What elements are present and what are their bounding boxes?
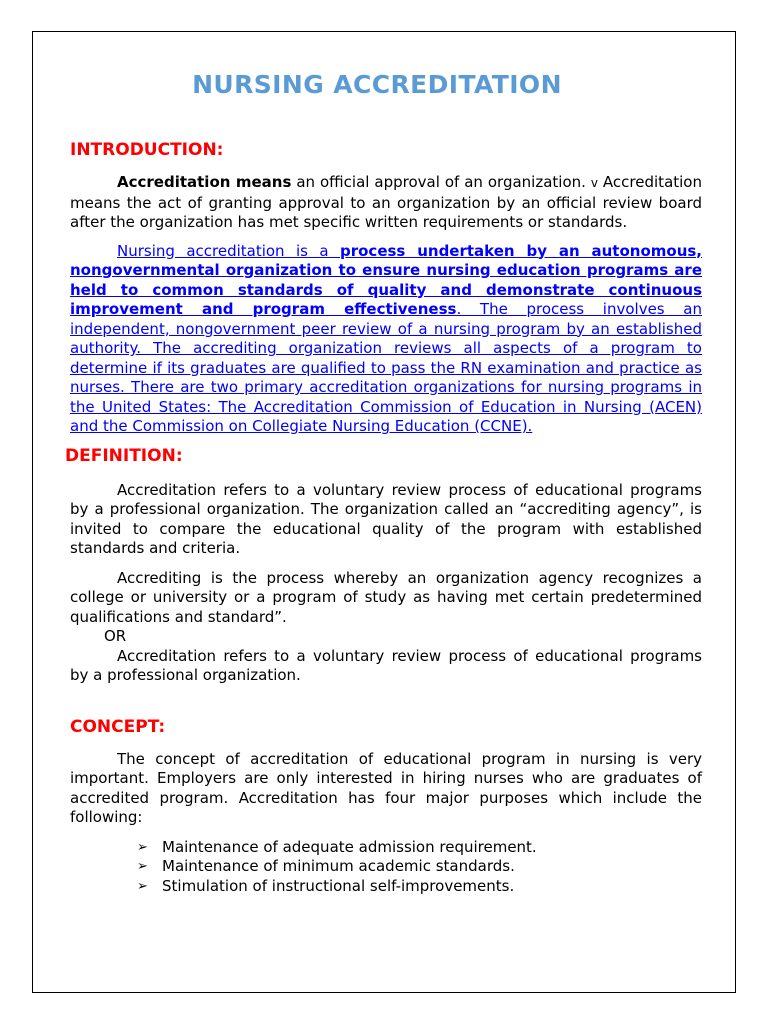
- definition-paragraph-1: Accreditation refers to a voluntary review process of educational programs by a professional organization. The organization called an “accrediting agency”, is invited to compare the educational quality of the program with established standards and criteria.: [70, 480, 702, 557]
- or-separator: OR: [104, 627, 127, 645]
- list-item-text: Stimulation of instructional self-improvements.: [162, 876, 515, 895]
- arrow-bullet-icon: ➢: [137, 859, 148, 874]
- list-item: [137, 838, 702, 858]
- intro-p2-start: Nursing accreditation is a: [117, 241, 340, 260]
- introduction-paragraph-2-link[interactable]: [70, 242, 702, 437]
- document-page: [32, 31, 736, 993]
- arrow-bullet-icon: ➢: [137, 878, 148, 894]
- definition-paragraph-3: Accreditation refers to a voluntary review process of educational programs by a professional organization.: [70, 646, 702, 684]
- list-item-text: Maintenance of adequate admission requirement.: [162, 837, 537, 856]
- definition-paragraph-2: Accrediting is the process whereby an organization agency recognizes a college or university or a program of study as having met certain predetermined qualifications and standard”.: [70, 568, 702, 626]
- intro-p1-mark: v: [590, 176, 598, 190]
- concept-paragraph: The concept of accreditation of educational program in nursing is very important. Employers are only interested in hiring nurses who are graduates of accredited program. Accreditation has four major purposes which include the following:: [70, 749, 702, 826]
- list-item: [137, 857, 702, 877]
- purposes-list: [70, 838, 702, 897]
- list-item: [137, 877, 702, 897]
- arrow-bullet-icon: ➢: [137, 839, 148, 855]
- accreditation-means-lead: Accreditation means: [117, 173, 292, 191]
- intro-p2-bold: process undertaken by an autonomous, nongovernmental organization to ensure nursing education programs are held to common standards of quality and demonstrate continuous improvement and program effectiveness: [70, 241, 703, 318]
- intro-p2-rest: . The process involves an independent, nongovernment peer review of a nursing program by an established authority. The accrediting organization reviews all aspects of a program to determine if its graduates are qualified to pass the RN examination and practice as nurses. There are two primary accreditation organizations for nursing programs in the United States: The Accreditation Commission of Education in Nursing (ACEN) and the Commission on Collegiate Nursing Education (CCNE).: [70, 300, 702, 435]
- concept-heading: CONCEPT:: [70, 716, 166, 737]
- list-item-text: Maintenance of minimum academic standards.: [162, 857, 515, 875]
- document-content: [65, 70, 703, 896]
- introduction-heading: INTRODUCTION:: [70, 140, 224, 160]
- page-title: NURSING ACCREDITATION: [192, 70, 562, 99]
- intro-p1-tail: Accreditation means the act of granting approval to an organization by an official review board after the organization has met specific written requirements or standards.: [70, 173, 702, 231]
- intro-p1-rest: an official approval of an organization.: [291, 173, 591, 191]
- introduction-paragraph-1: [70, 173, 702, 233]
- definition-heading: DEFINITION:: [65, 445, 183, 466]
